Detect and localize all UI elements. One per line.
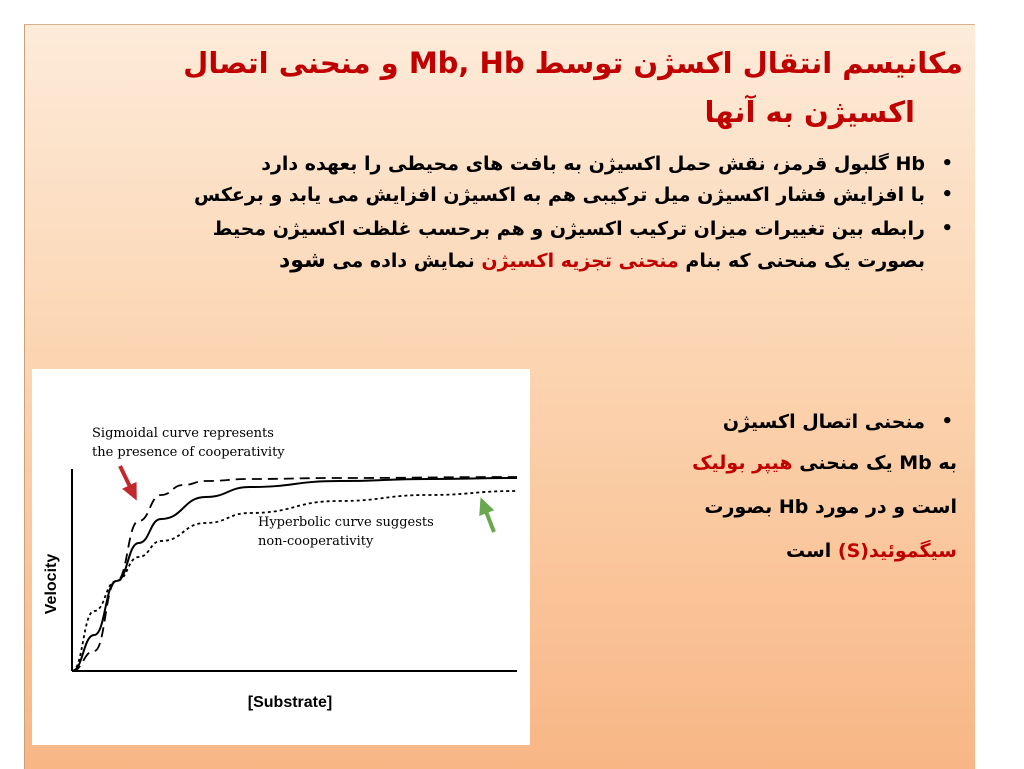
bullet-dot-icon: • [941,153,953,174]
hyperbolic-annotation-line-1: Hyperbolic curve suggests [258,515,434,530]
side-line-2: است و در مورد Hb بصورت [704,496,957,518]
title-line-2: اکسیژن به آنها [704,95,915,129]
side-line-3-text: است [785,540,838,562]
series-layer [72,477,517,671]
sigmoid-annotation-line-1: Sigmoidal curve represents [92,426,274,441]
chart-svg [32,369,530,745]
bullet-text: Hb گلبول قرمز، نقش حمل اکسیژن به بافت های محیطی را بعهده دارد [261,153,925,175]
side-line-1 [527,446,957,480]
bullet-item [37,151,957,177]
title-line-1: مکانیسم انتقال اکسژن توسط Mb, Hb و منحنی اتصال [183,46,963,80]
side-line-3-red: سیگموئید(S) [837,540,957,562]
bullet-dot-icon: • [941,218,953,239]
series-dashed-sigmoid-curve [72,477,517,671]
slide-title [63,39,963,137]
sigmoid-pointer-arrow-icon [120,466,137,501]
bullet-text-part-2: نمایش داده می [325,250,482,272]
bullet-item [37,182,957,208]
side-line-3 [527,534,957,568]
bullet-last-word: شود [278,248,326,273]
side-text [527,405,957,578]
side-bullet [527,405,957,439]
highlight-term: منحنی تجزیه اکسیژن [481,250,679,272]
bullet-dot-icon: • [941,184,953,205]
side-bullet-text: منحنی اتصال اکسیژن [722,411,925,433]
binding-curve-chart [32,369,530,745]
side-line-1-red: هیپر بولیک [692,452,793,474]
bullet-dot-icon: • [941,411,953,432]
x-axis-label: [Substrate] [247,694,333,711]
side-line-1-text: به Mb یک منحنی [792,452,957,474]
sigmoid-annotation-line-2: the presence of cooperativity [92,445,285,460]
bullet-text: با افزایش فشار اکسیژن میل ترکیبی هم به اکسیژن افزایش می یابد و برعکس [194,184,925,206]
hyperbolic-pointer-arrow-icon [479,497,494,532]
bullet-text-line-1: رابطه بین تغییرات میزان ترکیب اکسیژن و هم برحسب غلظت اکسیژن محیط [212,218,925,240]
hyperbolic-annotation-line-2: non-cooperativity [258,534,374,549]
bullet-item [37,213,957,277]
y-axis-label: Velocity [43,553,60,615]
bullet-list [37,151,957,282]
bullet-text-part-1: بصورت یک منحنی که بنام [678,250,925,272]
